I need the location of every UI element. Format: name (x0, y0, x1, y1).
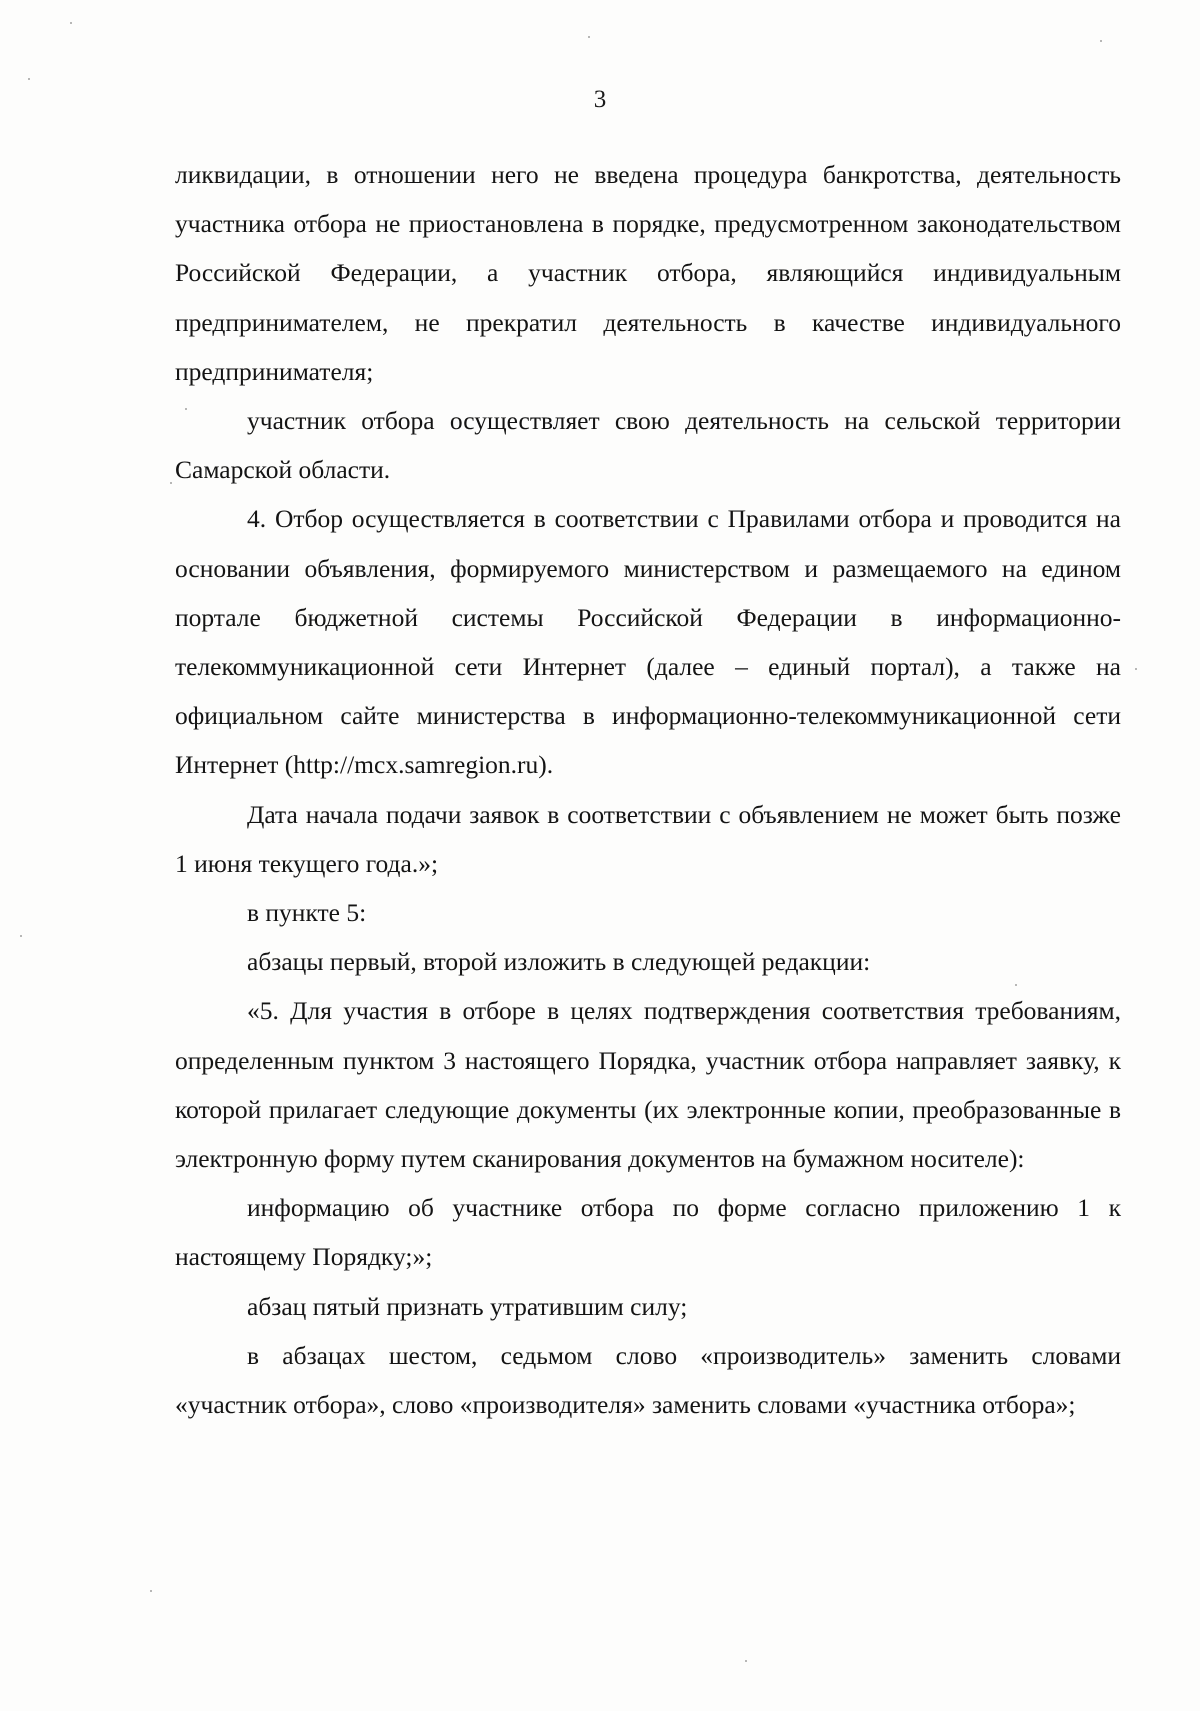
paragraph: информацию об участнике отбора по форме согласно приложению 1 к настоящему Порядку;»; (175, 1193, 1121, 1272)
paragraph: абзац пятый признать утратившим силу; (247, 1291, 688, 1321)
scan-speck (70, 22, 72, 24)
scan-speck (745, 1660, 747, 1662)
scan-speck (20, 935, 22, 937)
paragraph: Дата начала подачи заявок в соответствии с объявлением не может быть позже 1 июня текущего года.»; (175, 799, 1121, 878)
paragraph: абзацы первый, второй изложить в следующей редакции: (247, 947, 871, 977)
scan-speck (588, 36, 590, 38)
paragraph: ликвидации, в отношении него не введена процедура банкротства, деятельность участника отбора не приостановлена в порядке, предусмотренном законодательством Российской Федерации, а участник отбора, являющийся индивидуальным предпринимателем, не прекратил деятельность в качестве индивидуального предпринимателя; (175, 160, 1121, 386)
scan-speck (150, 1590, 152, 1592)
scan-speck (170, 482, 172, 484)
scan-speck (28, 78, 30, 80)
paragraph: участник отбора осуществляет свою деятельность на сельской территории Самарской области. (175, 406, 1121, 485)
paragraph: в пункте 5: (247, 898, 367, 928)
document-body (175, 150, 1121, 1429)
page-number: 3 (593, 86, 607, 113)
scan-speck (1135, 668, 1137, 670)
paragraph: «5. Для участия в отборе в целях подтверждения соответствия требованиям, определенным пунктом 3 настоящего Порядка, участник отбора направляет заявку, к которой прилагает следующие документы (их электронные копии, преобразованные в электронную форму путем сканирования документов на бумажном носителе): (175, 996, 1121, 1174)
scan-speck (1100, 40, 1102, 42)
paragraph: 4. Отбор осуществляется в соответствии с Правилами отбора и проводится на основании объявления, формируемого министерством и размещаемого на едином портале бюджетной системы Российской Федерации в информационно-телекоммуникационной сети Интернет (далее – единый портал), а также на официальном сайте министерства в информационно-телекоммуникационной сети Интернет (http://mcx.samregion.ru). (175, 504, 1121, 780)
paragraph: в абзацах шестом, седьмом слово «производитель» заменить словами «участник отбора», слово «производителя» заменить словами «участника отбора»; (175, 1340, 1121, 1420)
